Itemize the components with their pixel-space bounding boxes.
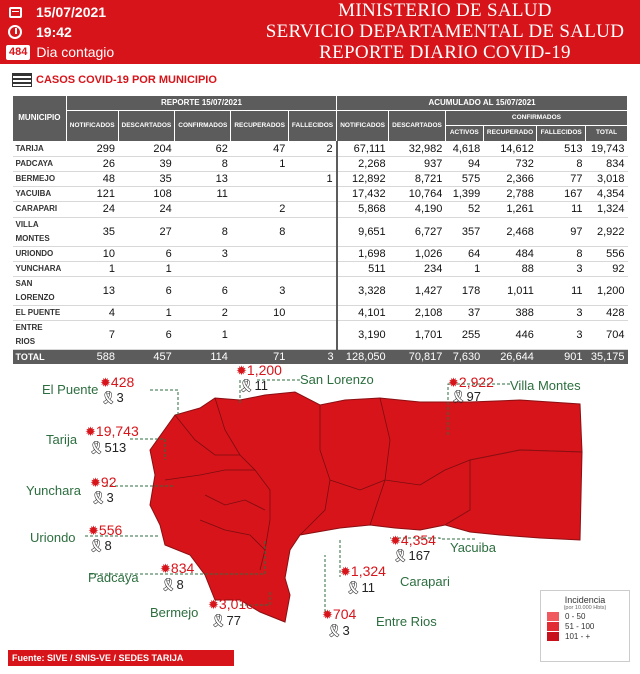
cell-r: 2	[231, 202, 289, 217]
cell-act: 94	[445, 156, 483, 171]
cell-ad: 1,427	[389, 276, 446, 305]
cell-rec: 446	[483, 321, 537, 350]
calendar-icon	[6, 4, 24, 20]
group-accum: ACUMULADO AL 15/07/2021	[337, 96, 628, 111]
cell-n: 48	[66, 171, 118, 186]
virus-icon: ✹	[390, 533, 401, 548]
legend-item: 51 - 100	[541, 622, 629, 631]
total-n: 588	[66, 350, 118, 365]
deaths-yacuiba: 🎗167	[392, 548, 431, 563]
clock-icon	[6, 24, 24, 40]
cell-rec: 2,788	[483, 187, 537, 202]
cell-rec: 732	[483, 156, 537, 171]
cell-r: 8	[231, 217, 289, 246]
virus-icon: ✹	[90, 475, 101, 490]
deaths-carapari: 🎗11	[345, 580, 376, 595]
incidence-legend	[540, 590, 630, 662]
cell-tot: 4,354	[586, 187, 628, 202]
report-time: 19:42	[36, 24, 72, 40]
cell-rec: 2,468	[483, 217, 537, 246]
cell-c	[175, 261, 231, 276]
h-descartados: DESCARTADOS	[118, 111, 175, 141]
cell-n: 10	[66, 246, 118, 261]
cell-ad: 4,190	[389, 202, 446, 217]
cell-n: 7	[66, 321, 118, 350]
cell-tot: 3,018	[586, 171, 628, 186]
cell-f	[288, 305, 336, 320]
cell-an: 4,101	[337, 305, 389, 320]
cases-yunchara: ✹92	[90, 474, 117, 490]
cell-fal: 11	[537, 202, 586, 217]
cell-n: 299	[66, 141, 118, 156]
cell-f: 2	[288, 141, 336, 156]
cell-f	[288, 246, 336, 261]
cell-fal: 3	[537, 261, 586, 276]
cases-uriondo: ✹556	[88, 522, 123, 538]
cell-act: 575	[445, 171, 483, 186]
cell-n: 4	[66, 305, 118, 320]
cell-an: 9,651	[337, 217, 389, 246]
service-title: SERVICIO DEPARTAMENTAL DE SALUD	[265, 21, 625, 42]
h-a-descartados: DESCARTADOS	[389, 111, 446, 141]
cell-c: 6	[175, 276, 231, 305]
legend-subtitle: (por 10.000 Hbts)	[563, 605, 607, 611]
cell-an: 12,892	[337, 171, 389, 186]
cell-ad: 2,108	[389, 305, 446, 320]
table-row	[13, 156, 628, 171]
legend-title: Incidencia	[564, 595, 606, 605]
cell-act: 4,618	[445, 141, 483, 156]
cell-r	[231, 321, 289, 350]
cell-fal: 8	[537, 156, 586, 171]
legend-item: 0 - 50	[541, 612, 629, 621]
cell-rec: 388	[483, 305, 537, 320]
cases-san-lorenzo: ✹1,200	[236, 362, 282, 378]
ministry-title: MINISTERIO DE SALUD	[338, 0, 552, 21]
ribbon-icon: 🎗	[90, 490, 107, 505]
cell-r: 10	[231, 305, 289, 320]
day-label: Dia contagio	[36, 44, 115, 60]
cell-an: 17,432	[337, 187, 389, 202]
ribbon-icon: 🎗	[210, 613, 227, 628]
deaths-villa-montes: 🎗97	[450, 389, 481, 404]
label-bermejo: Bermejo	[150, 605, 199, 620]
date-row	[6, 2, 206, 22]
cell-rec: 1,011	[483, 276, 537, 305]
cell-act: 1,399	[445, 187, 483, 202]
h-total: TOTAL	[586, 126, 628, 141]
legend-swatch	[547, 632, 559, 641]
virus-icon: ✹	[100, 375, 111, 390]
municipio-name: EL PUENTE	[13, 305, 67, 320]
cell-c	[175, 202, 231, 217]
cell-c: 2	[175, 305, 231, 320]
cell-an: 3,328	[337, 276, 389, 305]
h-fallecidos: FALLECIDOS	[288, 111, 336, 141]
cell-d: 39	[118, 156, 175, 171]
cases-entre-rios: ✹704	[322, 606, 357, 622]
municipio-name: YACUIBA	[13, 187, 67, 202]
total-c: 114	[175, 350, 231, 365]
cell-ad: 6,727	[389, 217, 446, 246]
cell-r: 1	[231, 156, 289, 171]
cell-fal: 11	[537, 276, 586, 305]
table-row	[13, 141, 628, 156]
day-row	[6, 42, 206, 62]
cell-rec: 2,366	[483, 171, 537, 186]
cell-c: 62	[175, 141, 231, 156]
cell-fal: 167	[537, 187, 586, 202]
cell-act: 255	[445, 321, 483, 350]
cases-tarija: ✹19,743	[85, 423, 139, 439]
cell-an: 3,190	[337, 321, 389, 350]
virus-icon: ✹	[448, 375, 459, 390]
cell-tot: 1,324	[586, 202, 628, 217]
cell-d: 108	[118, 187, 175, 202]
cell-n: 26	[66, 156, 118, 171]
deaths-yunchara: 🎗3	[90, 490, 114, 505]
cell-an: 511	[337, 261, 389, 276]
cell-r: 3	[231, 276, 289, 305]
cell-act: 52	[445, 202, 483, 217]
municipio-name: PADCAYA	[13, 156, 67, 171]
cell-n: 1	[66, 261, 118, 276]
cell-an: 67,111	[337, 141, 389, 156]
cell-r	[231, 187, 289, 202]
report-date: 15/07/2021	[36, 4, 107, 20]
cell-c: 8	[175, 156, 231, 171]
virus-icon: ✹	[322, 607, 333, 622]
cell-d: 6	[118, 276, 175, 305]
ribbon-icon: 🎗	[392, 548, 409, 563]
label-yacuiba: Yacuiba	[450, 540, 497, 555]
ribbon-icon: 🎗	[88, 538, 105, 553]
cell-ad: 32,982	[389, 141, 446, 156]
cell-ad: 937	[389, 156, 446, 171]
h-activos: ACTIVOS	[445, 126, 483, 141]
table-icon	[12, 73, 32, 87]
virus-icon: ✹	[236, 363, 247, 378]
cell-c: 1	[175, 321, 231, 350]
cases-el-puente: ✹428	[100, 374, 135, 390]
total-r: 71	[231, 350, 289, 365]
cell-f: 1	[288, 171, 336, 186]
cell-f	[288, 321, 336, 350]
virus-icon: ✹	[340, 564, 351, 579]
ribbon-icon: 🎗	[88, 440, 105, 455]
cell-tot: 19,743	[586, 141, 628, 156]
cell-act: 178	[445, 276, 483, 305]
cell-fal: 77	[537, 171, 586, 186]
cell-rec: 14,612	[483, 141, 537, 156]
virus-icon: ✹	[208, 597, 219, 612]
cell-d: 1	[118, 305, 175, 320]
cell-tot: 556	[586, 246, 628, 261]
cell-ad: 234	[389, 261, 446, 276]
cell-n: 121	[66, 187, 118, 202]
deaths-uriondo: 🎗8	[88, 538, 112, 553]
label-padcaya: Padcaya	[88, 570, 139, 585]
cell-rec: 1,261	[483, 202, 537, 217]
cell-an: 2,268	[337, 156, 389, 171]
cell-ad: 1,701	[389, 321, 446, 350]
municipio-name: CARAPARI	[13, 202, 67, 217]
cell-act: 357	[445, 217, 483, 246]
cell-d: 27	[118, 217, 175, 246]
legend-swatch	[547, 612, 559, 621]
section-title	[12, 72, 217, 88]
time-row	[6, 22, 206, 42]
cell-d: 35	[118, 171, 175, 186]
cell-rec: 88	[483, 261, 537, 276]
total-label: TOTAL	[13, 350, 67, 365]
cases-carapari: ✹1,324	[340, 563, 386, 579]
total-act: 7,630	[445, 350, 483, 365]
municipio-name: TARIJA	[13, 141, 67, 156]
cell-n: 35	[66, 217, 118, 246]
header-banner	[0, 0, 640, 64]
ribbon-icon: 🎗	[238, 378, 255, 393]
cell-f	[288, 187, 336, 202]
deaths-el-puente: 🎗3	[100, 390, 124, 405]
virus-icon: ✹	[160, 561, 171, 576]
cases-table	[12, 95, 628, 364]
cell-ad: 8,721	[389, 171, 446, 186]
cell-rec: 484	[483, 246, 537, 261]
cell-d: 6	[118, 246, 175, 261]
ribbon-icon: 🎗	[326, 623, 343, 638]
cases-yacuiba: ✹4,354	[390, 532, 436, 548]
header-info	[6, 2, 206, 62]
virus-icon: ✹	[88, 523, 99, 538]
total-ad: 70,817	[389, 350, 446, 365]
ribbon-icon: 🎗	[160, 577, 177, 592]
municipio-name: YUNCHARA	[13, 261, 67, 276]
virus-icon: ✹	[85, 424, 96, 439]
deaths-entre-rios: 🎗3	[326, 623, 350, 638]
group-report: REPORTE 15/07/2021	[66, 96, 336, 111]
municipio-name: SAN LORENZO	[13, 276, 67, 305]
report-title: REPORTE DIARIO COVID-19	[319, 42, 571, 63]
deaths-padcaya: 🎗8	[160, 577, 184, 592]
ribbon-icon: 🎗	[100, 390, 117, 405]
cell-c: 3	[175, 246, 231, 261]
table-row	[13, 305, 628, 320]
municipio-name: ENTRE RIOS	[13, 321, 67, 350]
municipio-name: VILLA MONTES	[13, 217, 67, 246]
h-a-fallecidos: FALLECIDOS	[537, 126, 586, 141]
cell-c: 8	[175, 217, 231, 246]
label-tarija: Tarija	[46, 432, 78, 447]
deaths-bermejo: 🎗77	[210, 613, 241, 628]
total-d: 457	[118, 350, 175, 365]
label-entre-rios: Entre Rios	[376, 614, 437, 629]
cell-r: 47	[231, 141, 289, 156]
cell-ad: 10,764	[389, 187, 446, 202]
group-confirmed: CONFIRMADOS	[445, 111, 627, 126]
cell-tot: 1,200	[586, 276, 628, 305]
cell-tot: 92	[586, 261, 628, 276]
h-confirmados: CONFIRMADOS	[175, 111, 231, 141]
table-row	[13, 246, 628, 261]
total-fal: 901	[537, 350, 586, 365]
cell-tot: 834	[586, 156, 628, 171]
total-rec: 26,644	[483, 350, 537, 365]
cell-f	[288, 261, 336, 276]
cell-d: 24	[118, 202, 175, 217]
total-f: 3	[288, 350, 336, 365]
cell-c: 13	[175, 171, 231, 186]
legend-item: 101 - +	[541, 632, 629, 641]
label-carapari: Carapari	[400, 574, 450, 589]
cases-padcaya: ✹834	[160, 560, 195, 576]
cell-fal: 513	[537, 141, 586, 156]
cell-f	[288, 276, 336, 305]
cell-fal: 3	[537, 321, 586, 350]
source-footer: Fuente: SIVE / SNIS-VE / SEDES TARIJA	[8, 650, 234, 666]
section-title-text: CASOS COVID-19 POR MUNICIPIO	[36, 74, 217, 86]
cell-ad: 1,026	[389, 246, 446, 261]
cell-n: 24	[66, 202, 118, 217]
day-count-badge: 484	[6, 45, 30, 60]
cases-bermejo: ✹3,018	[208, 596, 254, 612]
cell-r	[231, 246, 289, 261]
cell-tot: 2,922	[586, 217, 628, 246]
h-recuperado: RECUPERADO	[483, 126, 537, 141]
h-recuperados: RECUPERADOS	[231, 111, 289, 141]
label-uriondo: Uriondo	[30, 530, 76, 545]
total-an: 128,050	[337, 350, 389, 365]
table-row	[13, 202, 628, 217]
label-villa-montes: Villa Montes	[510, 378, 581, 393]
cell-act: 64	[445, 246, 483, 261]
total-tot: 35,175	[586, 350, 628, 365]
ribbon-icon: 🎗	[345, 580, 362, 595]
municipio-name: BERMEJO	[13, 171, 67, 186]
cell-f	[288, 217, 336, 246]
cases-villa-montes: ✹2,922	[448, 374, 494, 390]
cell-d: 1	[118, 261, 175, 276]
table-row	[13, 187, 628, 202]
col-municipio: MUNICIPIO	[13, 96, 67, 142]
municipio-name: URIONDO	[13, 246, 67, 261]
cell-tot: 428	[586, 305, 628, 320]
cell-f	[288, 156, 336, 171]
ribbon-icon: 🎗	[450, 389, 467, 404]
cell-f	[288, 202, 336, 217]
cell-tot: 704	[586, 321, 628, 350]
cell-an: 1,698	[337, 246, 389, 261]
cell-an: 5,868	[337, 202, 389, 217]
cell-r	[231, 261, 289, 276]
cell-c: 11	[175, 187, 231, 202]
cell-fal: 3	[537, 305, 586, 320]
cell-fal: 8	[537, 246, 586, 261]
cell-fal: 97	[537, 217, 586, 246]
table-row	[13, 261, 628, 276]
table-row	[13, 276, 628, 305]
table-row	[13, 321, 628, 350]
label-el-puente: El Puente	[42, 382, 99, 397]
cell-d: 204	[118, 141, 175, 156]
legend-swatch	[547, 622, 559, 631]
deaths-san-lorenzo: 🎗11	[238, 378, 269, 393]
label-yunchara: Yunchara	[26, 483, 81, 498]
deaths-tarija: 🎗513	[88, 440, 127, 455]
cell-act: 37	[445, 305, 483, 320]
cell-d: 6	[118, 321, 175, 350]
cell-r	[231, 171, 289, 186]
table-row	[13, 217, 628, 246]
h-notificados: NOTIFICADOS	[66, 111, 118, 141]
cell-act: 1	[445, 261, 483, 276]
label-san-lorenzo: San Lorenzo	[300, 372, 374, 387]
table-row	[13, 171, 628, 186]
h-a-notificados: NOTIFICADOS	[337, 111, 389, 141]
header-titles	[250, 0, 640, 63]
cell-n: 13	[66, 276, 118, 305]
